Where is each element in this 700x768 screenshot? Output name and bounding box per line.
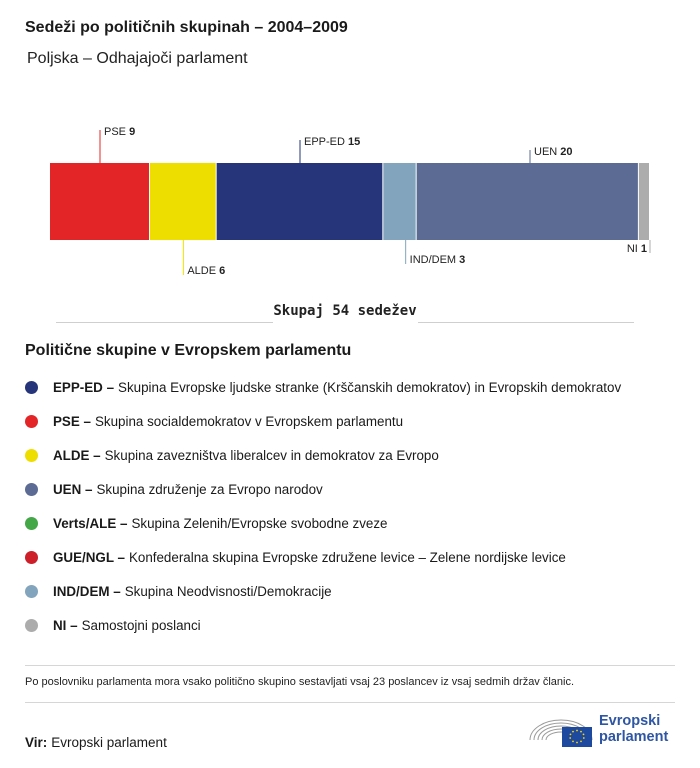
- legend-description: Skupina socialdemokratov v Evropskem parlamentu: [94, 413, 404, 429]
- legend-color-dot: [25, 551, 38, 564]
- total-seats: [56, 302, 634, 342]
- logo-wordmark: [599, 713, 668, 745]
- segment-label-epp-ed: EPP-ED 15: [304, 136, 361, 148]
- total-seats-label: Skupaj 54 sedežev: [273, 303, 417, 319]
- legend-code: GUE/NGL –: [53, 549, 125, 565]
- legend-code: PSE –: [53, 413, 91, 429]
- footnote: Po poslovniku parlamenta mora vsako politično skupino sestavljati vsaj 23 poslancev iz vsaj sedmih držav članic.: [25, 676, 575, 688]
- stacked-bar-chart: [0, 120, 700, 290]
- legend-color-dot: [25, 449, 38, 462]
- legend-item: [25, 608, 621, 642]
- logo-line-1: Evropski: [599, 713, 661, 729]
- legend-description: Skupina Neodvisnosti/Demokracije: [124, 583, 332, 599]
- legend-title: Politične skupine v Evropskem parlamentu: [25, 342, 352, 359]
- source: [25, 735, 167, 750]
- legend-description: Skupina Zelenih/Evropske svobodne zveze: [131, 515, 388, 531]
- legend-code: UEN –: [53, 481, 93, 497]
- total-divider-right: [418, 322, 634, 323]
- legend-item: [25, 438, 621, 472]
- legend-item: [25, 574, 621, 608]
- bar-segment-alde: [150, 163, 216, 240]
- divider: [25, 665, 675, 666]
- legend-color-dot: [25, 483, 38, 496]
- segment-label-ind-dem: IND/DEM 3: [409, 254, 466, 266]
- european-parliament-logo: [528, 710, 678, 750]
- legend-code: IND/DEM –: [53, 583, 121, 599]
- divider: [25, 702, 675, 703]
- legend-item: [25, 404, 621, 438]
- source-value: Evropski parlament: [51, 735, 167, 750]
- chart-subtitle: Poljska – Odhajajoči parlament: [27, 50, 248, 67]
- bar-segment-epp-ed: [217, 163, 383, 240]
- legend-color-dot: [25, 517, 38, 530]
- legend: [25, 370, 621, 642]
- legend-color-dot: [25, 619, 38, 632]
- legend-item: [25, 370, 621, 404]
- segment-label-ni: NI 1: [626, 243, 647, 255]
- bar-segment-pse: [50, 163, 149, 240]
- legend-color-dot: [25, 415, 38, 428]
- legend-code: Verts/ALE –: [53, 515, 128, 531]
- legend-description: Skupina zavezništva liberalcev in demokratov za Evropo: [104, 447, 439, 463]
- segment-label-uen: UEN 20: [534, 146, 573, 158]
- legend-color-dot: [25, 585, 38, 598]
- logo-line-2: parlament: [599, 729, 669, 745]
- hemicycle-icon: [528, 710, 594, 750]
- bar-segment-ind-dem: [383, 163, 415, 240]
- legend-code: NI –: [53, 617, 78, 633]
- legend-description: Konfederalna skupina Evropske združene levice – Zelene nordijske levice: [128, 549, 566, 565]
- total-divider-left: [56, 322, 273, 323]
- legend-code: EPP-ED –: [53, 379, 115, 395]
- legend-item: [25, 540, 621, 574]
- legend-description: Samostojni poslanci: [81, 617, 201, 633]
- legend-item: [25, 472, 621, 506]
- chart-title: Sedeži po političnih skupinah – 2004–2009: [25, 19, 348, 36]
- legend-description: Skupina združenje za Evropo narodov: [96, 481, 323, 497]
- bar-segment-uen: [417, 163, 638, 240]
- segment-label-alde: ALDE 6: [187, 265, 226, 277]
- legend-description: Skupina Evropske ljudske stranke (Krščanskih demokratov) in Evropskih demokratov: [118, 379, 622, 395]
- segment-label-pse: PSE 9: [104, 126, 136, 138]
- source-label: Vir:: [25, 735, 48, 750]
- bar-segment-ni: [639, 163, 649, 240]
- legend-item: [25, 506, 621, 540]
- legend-code: ALDE –: [53, 447, 101, 463]
- legend-color-dot: [25, 381, 38, 394]
